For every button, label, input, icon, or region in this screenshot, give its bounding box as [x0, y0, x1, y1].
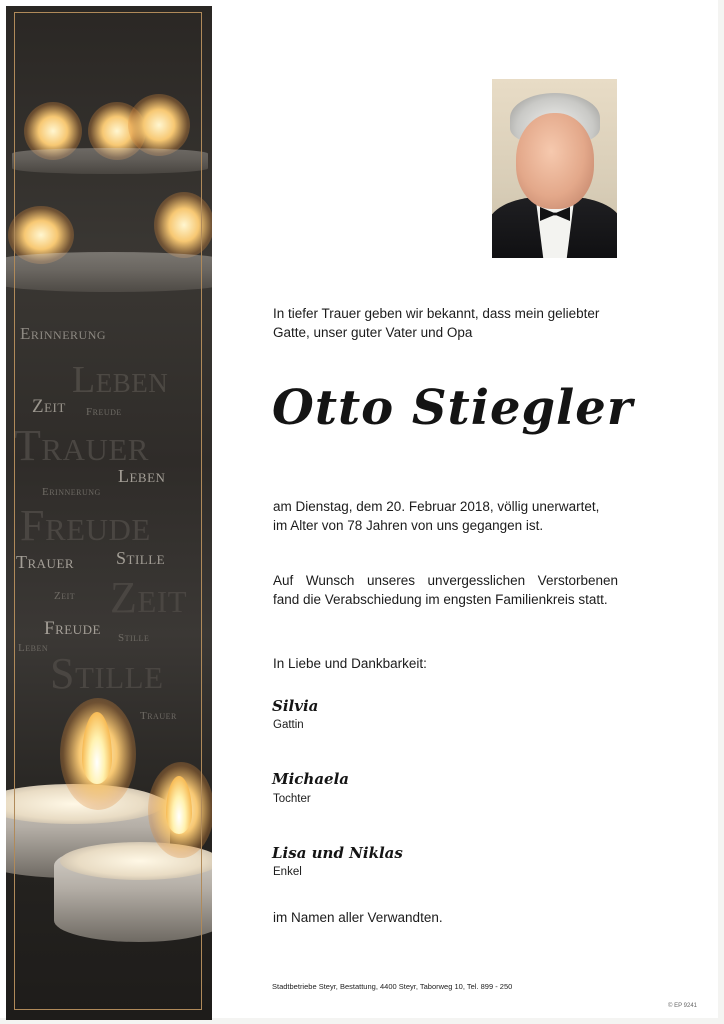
strip-word: Leben — [18, 642, 49, 654]
strip-frame — [14, 12, 202, 1010]
strip-word: Stille — [50, 649, 164, 698]
print-code: © EP 9241 — [668, 1003, 697, 1009]
strip-word: Stille — [116, 548, 166, 568]
intro-line: In tiefer Trauer geben wir bekannt, dass mein geliebter — [273, 306, 600, 321]
strip-word: Freude — [20, 501, 151, 550]
signature-role: Gattin — [273, 719, 304, 731]
signature-name: Silvia — [272, 697, 319, 715]
death-notice-text — [273, 497, 633, 535]
intro-text — [273, 304, 633, 342]
strip-word: Zeit — [32, 396, 66, 417]
signature-role: Tochter — [273, 793, 311, 805]
funeral-info-text — [273, 571, 618, 609]
dates-line: am Dienstag, dem 20. Februar 2018, völlig unerwartet, — [273, 499, 600, 514]
candle-strip-image — [6, 6, 212, 1020]
wish-line: fand die Verabschiedung im engsten Familienkreis statt. — [273, 592, 608, 607]
strip-word: Freude — [86, 406, 122, 418]
strip-word: Freude — [44, 618, 101, 639]
dates-line: im Alter von 78 Jahren von uns gegangen ist. — [273, 518, 544, 533]
strip-word: Erinnerung — [20, 324, 107, 343]
strip-word: Erinnerung — [42, 486, 101, 498]
strip-word: Trauer — [16, 552, 75, 572]
signature-name: Lisa und Niklas — [272, 844, 403, 862]
deceased-name: Otto Stiegler — [272, 380, 634, 436]
strip-word: Trauer — [14, 421, 149, 470]
strip-word: Trauer — [140, 710, 177, 722]
intro-line: Gatte, unser guter Vater und Opa — [273, 325, 473, 340]
strip-word: Leben — [118, 466, 166, 486]
thanks-line: In Liebe und Dankbarkeit: — [273, 656, 427, 671]
closing-line: im Namen aller Verwandten. — [273, 910, 443, 925]
signature-role: Enkel — [273, 866, 302, 878]
portrait-photo — [492, 79, 617, 258]
strip-word: Zeit — [110, 573, 188, 622]
funeral-home-footer: Stadtbetriebe Steyr, Bestattung, 4400 Steyr, Taborweg 10, Tel. 899 - 250 — [272, 982, 513, 991]
face — [516, 113, 594, 209]
wish-line: Auf Wunsch unseres unvergesslichen Verstorbenen — [273, 573, 618, 588]
strip-word: Zeit — [54, 590, 76, 602]
strip-word: Stille — [118, 632, 150, 644]
signature-name: Michaela — [272, 770, 350, 788]
strip-word: Leben — [72, 359, 169, 401]
